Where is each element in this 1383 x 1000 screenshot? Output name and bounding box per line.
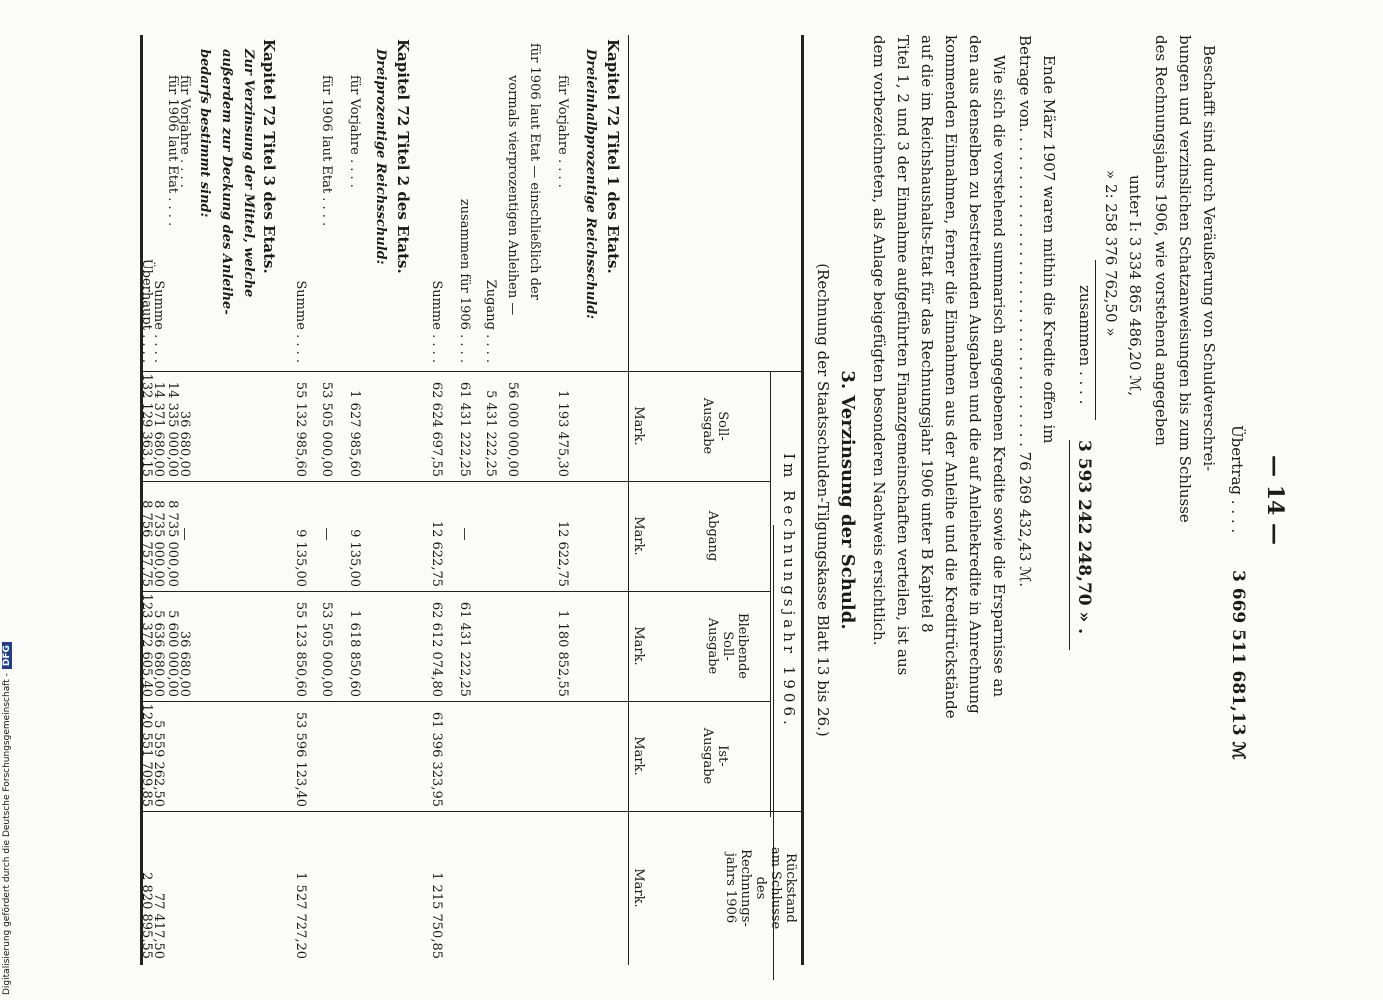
table-row-label: für 1906 laut Etat . . . . bbox=[165, 75, 180, 227]
rotated-document bbox=[140, 35, 1290, 965]
col-header-soll-ausgabe: Soll- Ausgabe bbox=[700, 397, 730, 455]
table-cell: 77 417,50 bbox=[151, 892, 166, 959]
para-line-1: Wie sich die vorstehend summarisch angegebenen Kredite sowie die Ersparnisse an bbox=[990, 55, 1008, 698]
table-cell: 36 680,00 bbox=[177, 630, 192, 697]
table-cell: 132 129 363,15 bbox=[139, 373, 154, 477]
para-line-4: auf die im Reichshaushalts-Etat für das Rechnungsjahr 1906 unter B Kapitel 8 bbox=[918, 35, 936, 633]
ende-line-1: Ende März 1907 waren mithin die Kredite offen im bbox=[1040, 55, 1058, 444]
unit-mark-col1: Mark. bbox=[631, 406, 646, 446]
table-cell: 9 135,00 bbox=[293, 529, 308, 587]
table-cell: 62 612 074,80 bbox=[429, 601, 444, 697]
table-cell: 120 551 709,85 bbox=[139, 703, 154, 807]
table-row-label: Summe . . . . bbox=[151, 280, 166, 363]
table-cell: 12 622,75 bbox=[429, 520, 444, 587]
unit-mark-col3: Mark. bbox=[631, 626, 646, 666]
intro-line-2: bungen und verzinslichen Schatzanweisungen bis zum Schlusse bbox=[1176, 35, 1194, 523]
table-cell: 1 193 475,30 bbox=[555, 390, 570, 477]
table-row-label: außerdem zur Deckung des Anleihe- bbox=[219, 49, 234, 315]
table-cell: 14 335 000,00 bbox=[165, 381, 180, 477]
table-cell: 5 559 262,50 bbox=[151, 720, 166, 807]
table-row-label: Summe . . . . bbox=[293, 280, 308, 363]
table-cell: 53 505 000,00 bbox=[319, 381, 334, 477]
unit-mark-col4: Mark. bbox=[631, 736, 646, 776]
section-title: 3. Verzinsung der Schuld. bbox=[837, 370, 858, 630]
table-group-header: Im Rechnungsjahr 1906. bbox=[780, 453, 798, 729]
section-subtitle: (Rechnung der Staatsschulden-Tilgungskasse Blatt 13 bis 26.) bbox=[814, 263, 832, 737]
intro-line-3: des Rechnungsjahrs 1906, wie vorstehend angegeben bbox=[1152, 35, 1170, 446]
zusammen-rule bbox=[1069, 440, 1070, 650]
dfg-logo: DFG bbox=[2, 642, 12, 669]
table-cell: 55 123 850,60 bbox=[293, 601, 308, 697]
table-cell: 1 618 850,60 bbox=[347, 610, 362, 697]
para-line-2: den aus denselben zu bestreitenden Ausgaben und die auf Anleihekredite in Anrechnung bbox=[966, 35, 984, 714]
table-row-label: bedarfs bestimmt sind: bbox=[197, 49, 212, 218]
table-cell: 61 431 222,25 bbox=[457, 601, 472, 697]
table-cell: 36 680,00 bbox=[177, 410, 192, 477]
table-cell: 14 371 680,00 bbox=[151, 381, 166, 477]
sum-rule bbox=[1095, 260, 1096, 420]
table-cell: 8 756 757,75 bbox=[139, 500, 154, 587]
para-line-5: Titel 1, 2 und 3 der Einnahme aufgeführten Finanzgemeinschaften verteilen, ist aus bbox=[894, 35, 912, 676]
table-row-label: Kapitel 72 Titel 1 des Etats. bbox=[604, 39, 622, 274]
ende-line-2: Betrage von. . . . . . . . . . . . . . . . . . . . . . . . . . . . . . . . . . 76 269 432,43 ℳ. bbox=[1016, 35, 1034, 587]
table-row-label: Zur Verzinsung der Mittel, welche bbox=[241, 49, 256, 298]
table-cell: 5 600 000,00 bbox=[165, 610, 180, 697]
col-header-ist-ausgabe: Ist- Ausgabe bbox=[700, 727, 730, 785]
table-row-label: Kapitel 72 Titel 3 des Etats. bbox=[260, 39, 278, 274]
zusammen-amount: 3 593 242 248,70 » . bbox=[1074, 440, 1094, 634]
page-number: — 14 — bbox=[1262, 455, 1288, 545]
table-cell: 8 735 000,00 bbox=[165, 500, 180, 587]
para-line-3: kommenden Einnahmen, ferner die Einnahmen aus der Anleihe und die Kreditrückstände bbox=[942, 35, 960, 719]
table-row-label: Dreiprozentige Reichsschuld: bbox=[373, 49, 388, 265]
col-header-rueckstand: Rückstand am Schlusse des Rechnungs- jahrs 1906 bbox=[723, 846, 798, 930]
table-cell: 61 396 323,95 bbox=[429, 711, 444, 807]
table-cell: 1 627 985,60 bbox=[347, 390, 362, 477]
table-cell: 1 527 727,20 bbox=[293, 872, 308, 959]
funding-note: Digitalisierung gefördert durch die Deutsche Forschungsgemeinschaft - bbox=[2, 673, 12, 995]
unter-2: » 2: 258 376 762,50 » bbox=[1102, 170, 1120, 337]
table-cell: 12 622,75 bbox=[555, 520, 570, 587]
table-cell: 53 505 000,00 bbox=[319, 601, 334, 697]
table-cell: 5 636 680,00 bbox=[151, 610, 166, 697]
uebertrag-amount: 3 669 511 681,13 ℳ bbox=[1228, 570, 1248, 760]
table-row-label: für Vorjahre . . . . bbox=[347, 75, 362, 188]
table-row-label: für 1906 laut Etat — einschließlich der bbox=[527, 43, 542, 300]
col-header-abgang: Abgang bbox=[705, 510, 720, 562]
para-line-6: dem vorbezeichneten, als Anlage beigefügten besonderen Nachweis ersichtlich. bbox=[870, 35, 888, 646]
table-row-label: Dreieinhalbprozentige Reichsschuld: bbox=[583, 49, 598, 320]
table-cell: 61 431 222,25 bbox=[457, 381, 472, 477]
unter-1: unter I: 3 334 865 486,20 ℳ, bbox=[1126, 175, 1144, 397]
table-cell: 1 180 852,55 bbox=[555, 610, 570, 697]
table-cell: — bbox=[457, 527, 472, 541]
table-cell: 8 735 000,00 bbox=[151, 500, 166, 587]
table-row-label: zusammen für 1906 . . . . bbox=[457, 198, 472, 363]
zusammen-label: zusammen . . . . bbox=[1076, 285, 1094, 405]
table-cell: 62 624 697,55 bbox=[429, 381, 444, 477]
uebertrag-label: Übertrag . . . . bbox=[1228, 425, 1246, 534]
table-row-label: Summe . . . . bbox=[429, 280, 444, 363]
table-cell: 2 820 895,55 bbox=[139, 872, 154, 959]
unit-mark-col2: Mark. bbox=[631, 516, 646, 556]
funding-footer bbox=[2, 642, 12, 995]
table-cell: 56 000 000,00 bbox=[505, 381, 520, 477]
table-cell: 9 135,00 bbox=[347, 529, 362, 587]
table-row-label: für 1906 laut Etat . . . . bbox=[319, 75, 334, 227]
table-row-label: Kapitel 72 Titel 2 des Etats. bbox=[394, 39, 412, 274]
table-cell: 55 132 985,60 bbox=[293, 381, 308, 477]
table-cell: — bbox=[177, 527, 192, 541]
table-cell: — bbox=[319, 527, 334, 541]
table-row-label: Überhaupt . . . . bbox=[139, 258, 154, 363]
table-row-label: für Vorjahre . . . . bbox=[555, 75, 570, 188]
table-row-label: vormals vierprozentigen Anleihen — bbox=[505, 75, 520, 316]
table-row-label: für Vorjahre . . . . bbox=[177, 75, 192, 188]
unit-mark-col5: Mark. bbox=[631, 868, 646, 908]
table-cell: 123 372 605,40 bbox=[139, 593, 154, 697]
table-cell: 53 596 123,40 bbox=[293, 711, 308, 807]
table-row-label: Zugang . . . . bbox=[483, 279, 498, 363]
table-cell: 1 215 750,85 bbox=[429, 872, 444, 959]
table-cell: 5 431 222,25 bbox=[483, 390, 498, 477]
intro-line-1: Beschafft sind durch Veräußerung von Schuldverschrei- bbox=[1200, 45, 1218, 472]
col-header-bleibende-soll-ausgabe: Bleibende Soll- Ausgabe bbox=[705, 613, 750, 679]
